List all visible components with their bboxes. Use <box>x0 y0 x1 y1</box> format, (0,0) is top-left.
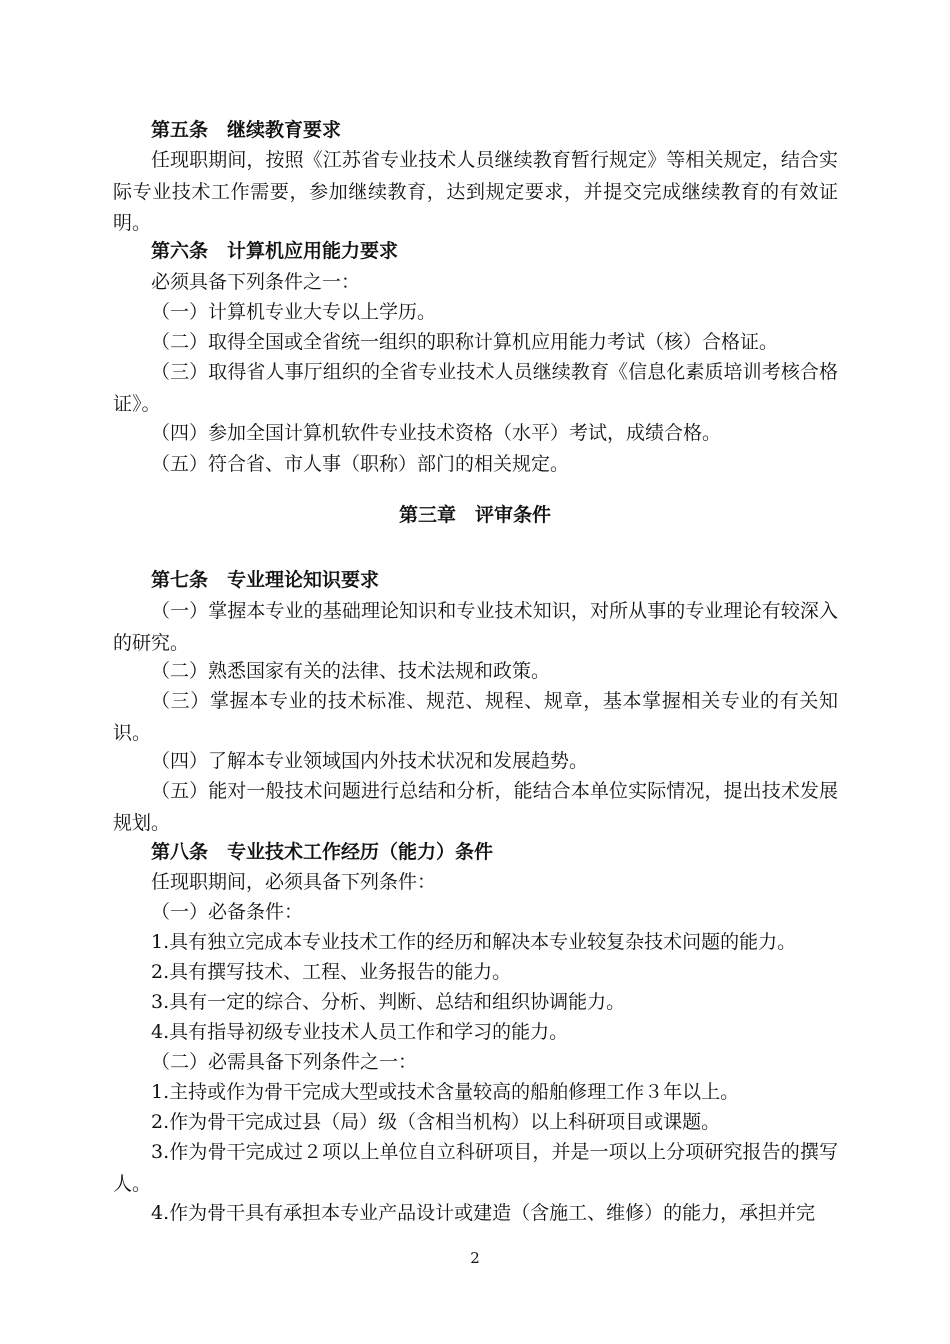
article-8-required-item: 2.具有撰写技术、工程、业务报告的能力。 <box>151 961 512 983</box>
article-6-item: （五）符合省、市人事（职称）部门的相关规定。 <box>151 453 570 475</box>
article-7-item: （一）掌握本专业的基础理论知识和专业技术知识，对所从事的专业理论有较深入的研究。 <box>113 600 838 654</box>
article-8-required-title: （一）必备条件： <box>151 901 304 923</box>
page-number: 2 <box>470 1249 480 1267</box>
article-5-body: 任现职期间，按照《江苏省专业技术人员继续教育暂行规定》等相关规定，结合实际专业技术工作需要，参加继续教育，达到规定要求，并提交完成继续教育的有效证明。 <box>113 149 838 234</box>
article-8-optional-item: 2.作为骨干完成过县（局）级（含相当机构）以上科研项目或课题。 <box>151 1111 721 1133</box>
article-6-item: （一）计算机专业大专以上学历。 <box>151 301 437 323</box>
article-7-item: （五）能对一般技术问题进行总结和分析，能结合本单位实际情况，提出技术发展规划。 <box>113 780 838 834</box>
article-8-optional-title: （二）必需具备下列条件之一： <box>151 1051 418 1073</box>
article-7-item: （四）了解本专业领域国内外技术状况和发展趋势。 <box>151 750 589 772</box>
article-8-required-item: 1.具有独立完成本专业技术工作的经历和解决本专业较复杂技术问题的能力。 <box>151 931 797 953</box>
article-6-item: （二）取得全国或全省统一组织的职称计算机应用能力考试（核）合格证。 <box>151 331 779 353</box>
article-8-heading: 第八条 专业技术工作经历（能力）条件 <box>151 841 494 863</box>
article-8-intro: 任现职期间，必须具备下列条件： <box>151 871 437 893</box>
article-5-heading: 第五条 继续教育要求 <box>151 119 342 141</box>
article-6-heading: 第六条 计算机应用能力要求 <box>151 240 399 262</box>
article-8-optional-item: 4.作为骨干具有承担本专业产品设计或建造（含施工、维修）的能力，承担并完 <box>151 1202 816 1224</box>
article-8-optional-item: 3.作为骨干完成过２项以上单位自立科研项目，并是一项以上分项研究报告的撰写人。 <box>113 1141 838 1195</box>
article-7-item: （三）掌握本专业的技术标准、规范、规程、规章，基本掌握相关专业的有关知识。 <box>113 690 838 744</box>
article-6-intro: 必须具备下列条件之一： <box>151 271 361 293</box>
chapter-3-title: 第三章 评审条件 <box>398 504 551 526</box>
article-7-heading: 第七条 专业理论知识要求 <box>151 569 380 591</box>
article-7-item: （二）熟悉国家有关的法律、技术法规和政策。 <box>151 660 551 682</box>
article-6-item: （四）参加全国计算机软件专业技术资格（水平）考试，成绩合格。 <box>151 422 722 444</box>
article-8-required-item: 3.具有一定的综合、分析、判断、总结和组织协调能力。 <box>151 991 626 1013</box>
article-8-required-item: 4.具有指导初级专业技术人员工作和学习的能力。 <box>151 1021 569 1043</box>
article-6-item: （三）取得省人事厅组织的全省专业技术人员继续教育《信息化素质培训考核合格证》。 <box>113 361 838 415</box>
article-8-optional-item: 1.主持或作为骨干完成大型或技术含量较高的船舶修理工作３年以上。 <box>151 1081 740 1103</box>
